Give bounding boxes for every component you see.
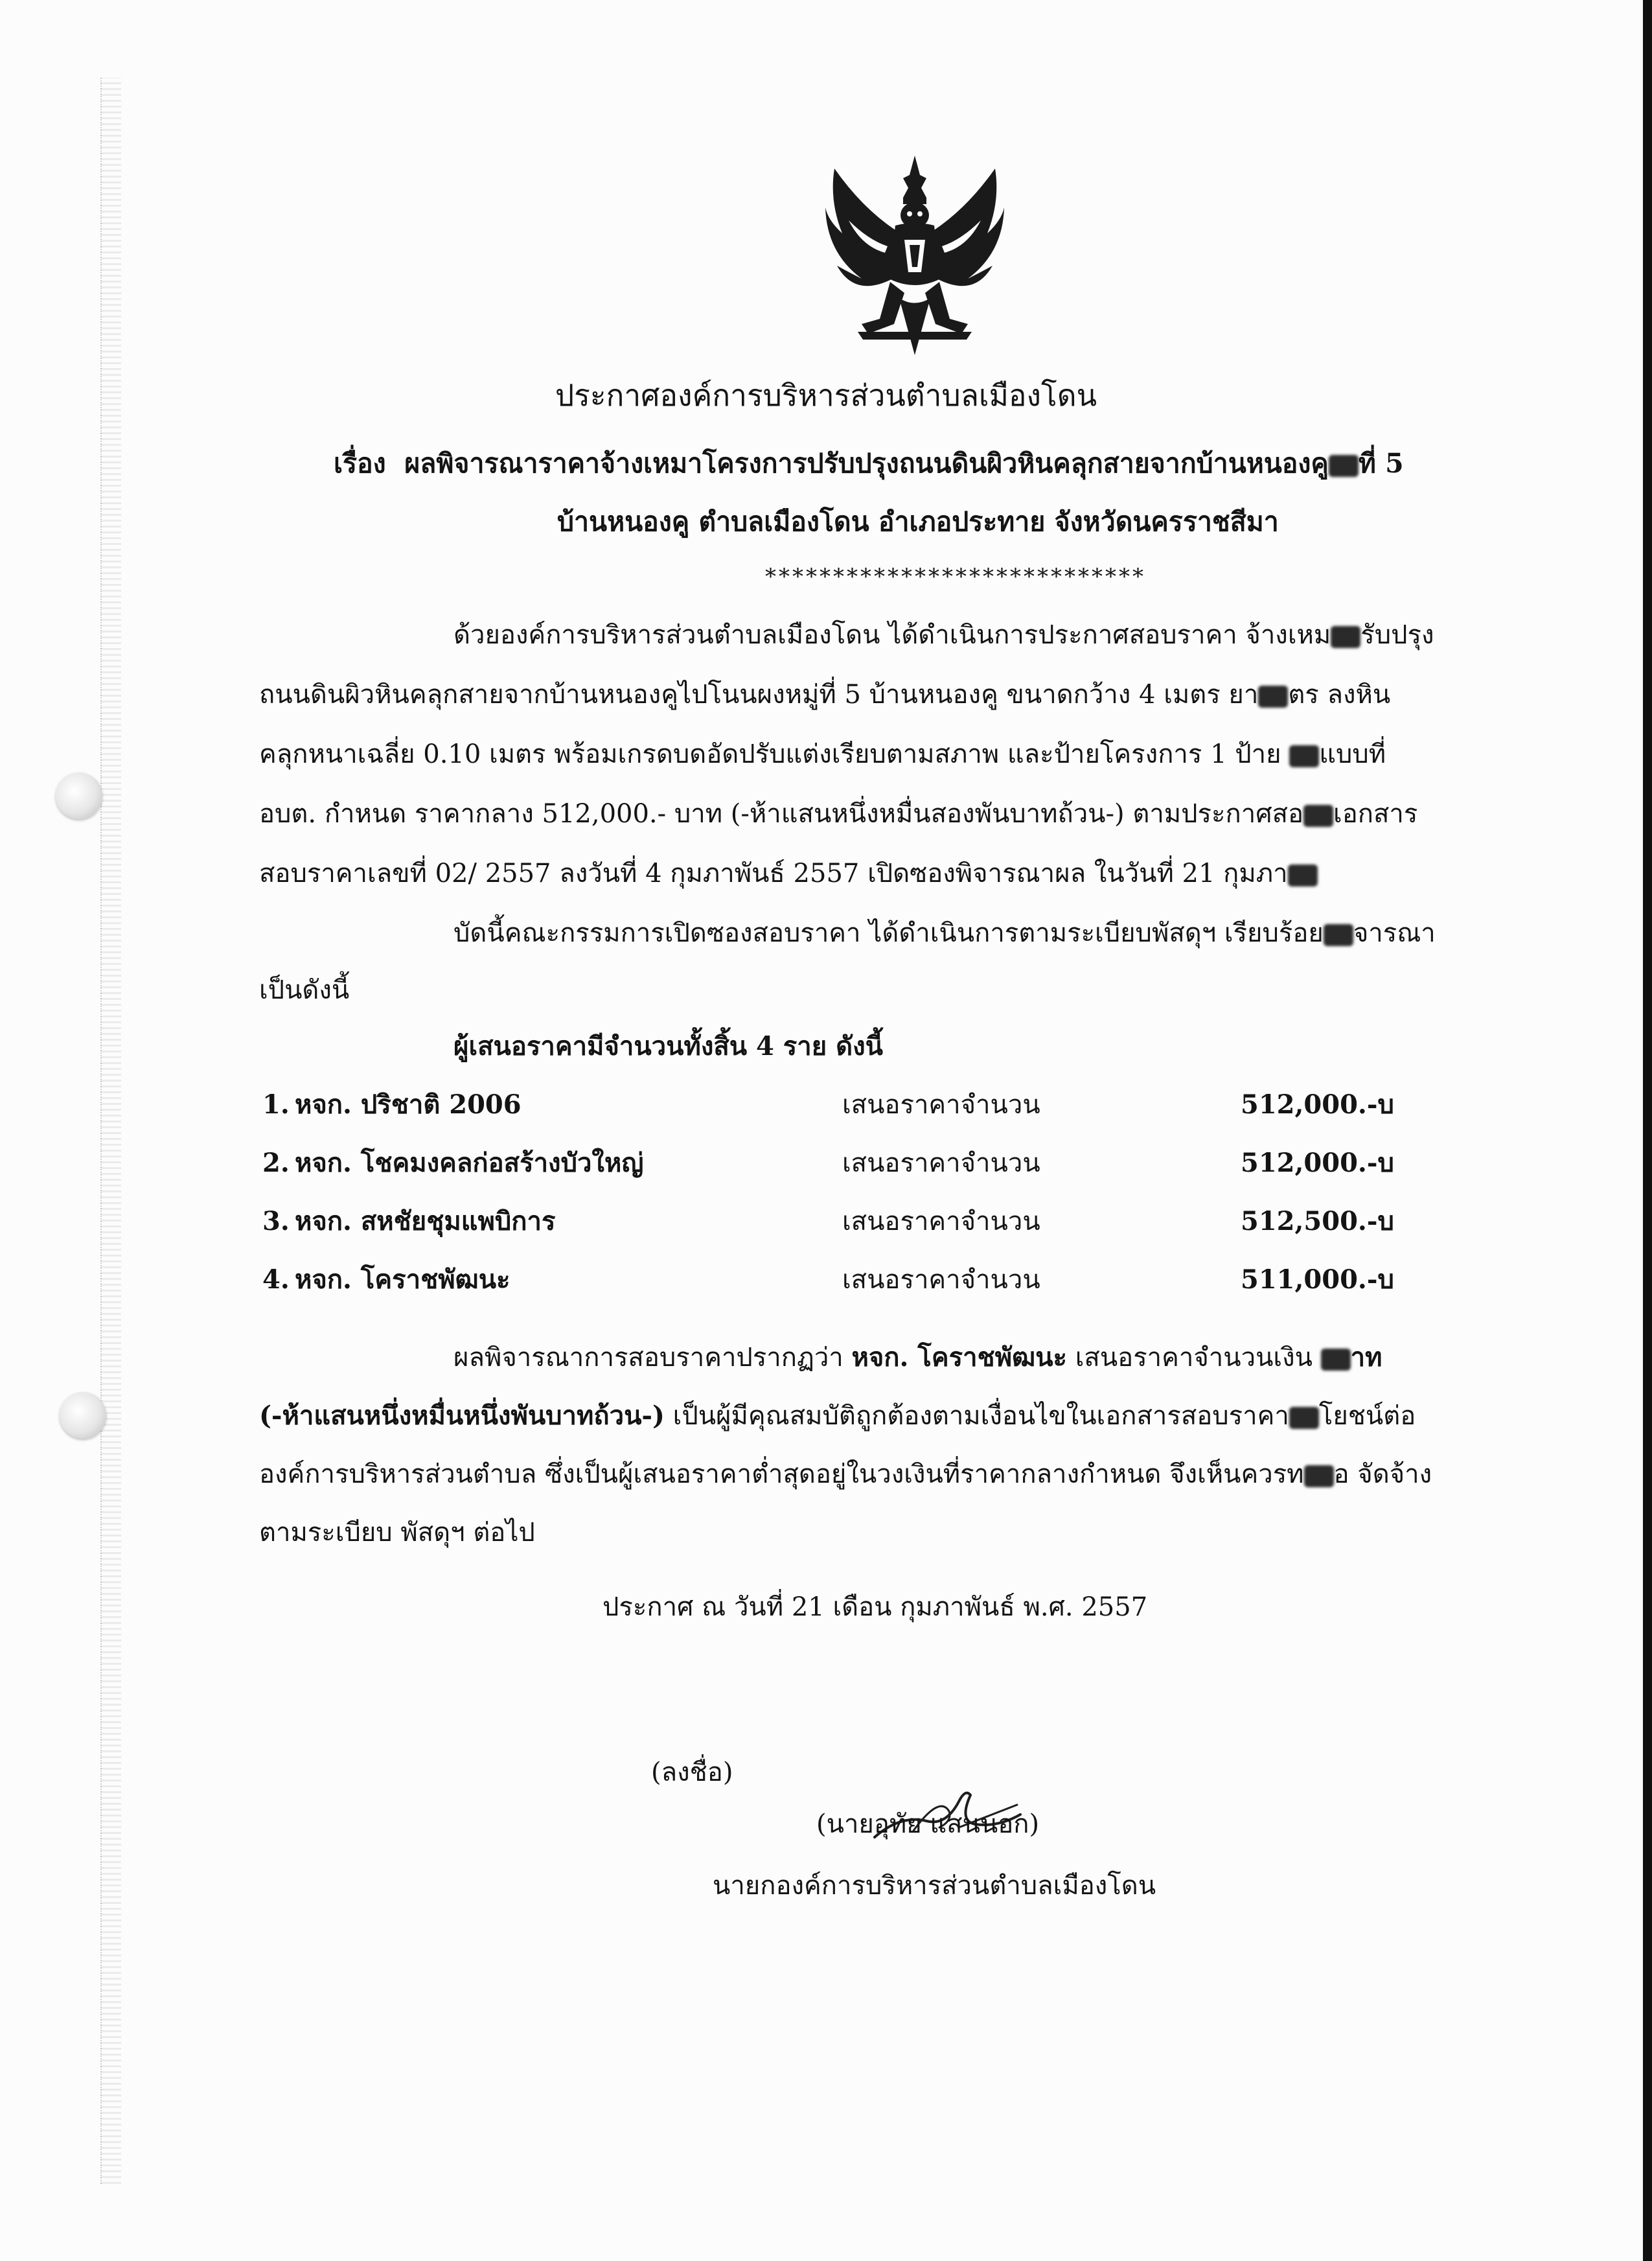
redaction-mark [1324, 924, 1353, 946]
bidder-number: 2. [262, 1148, 290, 1178]
redaction-mark [1329, 455, 1359, 477]
text-run: เป็นผู้มีคุณสมบัติถูกต้องตามเงื่อนไขในเอกสารสอบราคา [664, 1401, 1289, 1431]
result-line-3 [259, 1458, 1432, 1490]
bidder-label: เสนอราคาจำนวน [842, 1148, 1040, 1178]
paragraph-1-line-1 [453, 619, 1434, 651]
winner-name: หจก. โคราชพัฒนะ [851, 1342, 1068, 1373]
text-run: อ จัดจ้าง [1333, 1459, 1432, 1489]
paragraph-1-line-5 [259, 857, 1318, 890]
winner-amount-words: (-ห้าแสนหนึ่งหมื่นหนึ่งพันบาทถ้วน-) [259, 1400, 665, 1431]
text-run: ผลพิจารณาการสอบราคาปรากฏว่า [453, 1343, 852, 1373]
text-run: ถนนดินผิวหินคลุกสายจากบ้านหนองคูไปโนนผงหมู่ที่ 5 บ้านหนองคู ขนาดกว้าง 4 เมตร ยา [259, 680, 1259, 710]
text-run: อบต. กำหนด ราคากลาง 512,000.- บาท (-ห้าแสนหนึ่งหมื่นสองพันบาทถ้วน-) ตามประกาศสอ [259, 799, 1304, 829]
bidder-amount: 512,000.-บ [1241, 1089, 1394, 1120]
bidders-heading: ผู้เสนอราคามีจำนวนทั้งสิ้น 4 ราย ดังนี้ [453, 1031, 883, 1061]
redaction-mark [1304, 1465, 1334, 1487]
bidder-number: 4. [262, 1264, 290, 1295]
text-run: บัดนี้คณะกรรมการเปิดซองสอบราคา ได้ดำเนินการตามระเบียบพัสดุฯ เรียบร้อย [453, 918, 1324, 948]
redaction-mark [1303, 805, 1333, 827]
redaction-mark [1258, 686, 1288, 708]
paragraph-1-line-4 [259, 798, 1417, 830]
redaction-mark [1289, 1407, 1319, 1429]
subject-prefix: เรื่อง [334, 448, 386, 479]
text-run: รับปรุง [1360, 620, 1434, 650]
bidder-name: หจก. ปริชาติ 2006 [295, 1089, 522, 1120]
redaction-mark [1321, 1349, 1351, 1371]
document-title: ประกาศองค์การบริหารส่วนตำบลเมืองโดน [555, 378, 1097, 413]
subject-text-1-end: ที่ 5 [1358, 448, 1404, 479]
bidder-number: 1. [262, 1089, 290, 1120]
text-run: สอบราคาเลขที่ 02/ 2557 ลงวันที่ 4 กุมภาพันธ์ 2557 เปิดซองพิจารณาผล ในวันที่ 21 กุมภา [259, 859, 1288, 888]
paragraph-1-line-3 [259, 738, 1386, 771]
redaction-mark [1331, 626, 1360, 648]
result-line-1 [453, 1341, 1382, 1374]
bidder-number: 3. [262, 1206, 290, 1236]
divider-stars: **************************** [765, 564, 1146, 590]
text-run: จารณา [1353, 918, 1436, 948]
text-run: เอกสาร [1333, 799, 1418, 829]
sign-label: (ลงชื่อ) [651, 1757, 733, 1787]
bidder-amount: 511,000.-บ [1241, 1264, 1394, 1295]
paragraph-2-line-1 [453, 917, 1436, 949]
subject-line-2: บ้านหนองคู ตำบลเมืองโดน อำเภอประทาย จังหวัดนครราชสีมา [557, 506, 1279, 537]
text-run: คลุกหนาเฉลี่ย 0.10 เมตร พร้อมเกรดบดอัดปรับแต่งเรียบตามสภาพ และป้ายโครงการ 1 ป้าย [259, 739, 1290, 769]
text-run: เสนอราคาจำนวนเงิน [1067, 1343, 1321, 1373]
punch-hole-bottom [60, 1392, 106, 1439]
subject-line-1 [334, 447, 1404, 480]
redaction-mark [1289, 745, 1319, 767]
signatory-position: นายกองค์การบริหารส่วนตำบลเมืองโดน [713, 1871, 1156, 1901]
text-run: โยชน์ต่อ [1318, 1401, 1416, 1431]
text-run: าท [1350, 1342, 1382, 1373]
bidder-name: หจก. สหชัยชุมแพบิการ [295, 1206, 556, 1236]
bidder-amount: 512,500.-บ [1241, 1206, 1394, 1236]
punch-hole-top [56, 772, 102, 819]
paragraph-1-line-2 [259, 678, 1390, 711]
subject-text-1: ผลพิจารณาราคาจ้างเหมาโครงการปรับปรุงถนนดินผิวหินคลุกสายจากบ้านหนองคู [404, 448, 1329, 479]
result-line-4: ตามระเบียบ พัสดุฯ ต่อไป [259, 1518, 535, 1548]
garuda-emblem-icon [823, 149, 1007, 363]
bidder-amount: 512,000.-บ [1241, 1148, 1394, 1178]
scan-border [1643, 0, 1652, 2261]
result-line-2 [259, 1400, 1416, 1432]
bidder-name: หจก. โชคมงคลก่อสร้างบัวใหญ่ [295, 1148, 644, 1178]
redaction-mark [1288, 864, 1318, 887]
text-run: ด้วยองค์การบริหารส่วนตำบลเมืองโดน ได้ดำเนินการประกาศสอบราคา จ้างเหม [453, 620, 1331, 650]
bidder-name: หจก. โคราชพัฒนะ [295, 1264, 511, 1295]
paragraph-2-line-2: เป็นดังนี้ [259, 975, 350, 1005]
bidder-label: เสนอราคาจำนวน [842, 1090, 1040, 1120]
text-run: แบบที่ [1319, 739, 1386, 769]
bidder-label: เสนอราคาจำนวน [842, 1207, 1040, 1236]
announcement-date: ประกาศ ณ วันที่ 21 เดือน กุมภาพันธ์ พ.ศ. 2557 [602, 1592, 1148, 1622]
bidder-label: เสนอราคาจำนวน [842, 1265, 1040, 1295]
text-run: ตร ลงหิน [1288, 680, 1391, 710]
text-run: องค์การบริหารส่วนตำบล ซึ่งเป็นผู้เสนอราคาต่ำสุดอยู่ในวงเงินที่ราคากลางกำหนด จึงเห็นควรท [259, 1459, 1304, 1489]
signatory-name: (นายอุทัย แสนนอก) [816, 1809, 1040, 1839]
